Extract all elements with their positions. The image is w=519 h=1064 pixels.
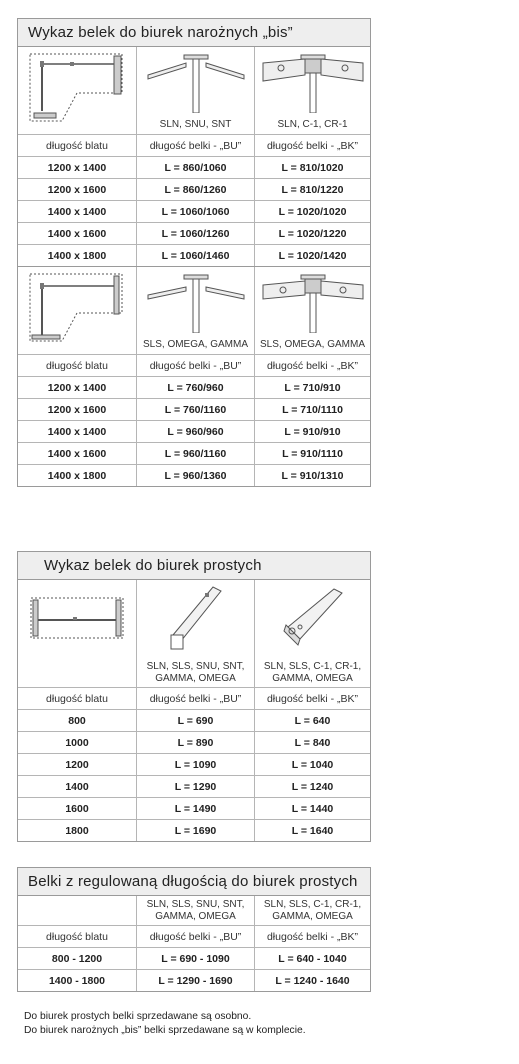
header-desk-length: długość blatu [46, 930, 108, 943]
cell: L = 710/1110 [254, 399, 370, 420]
bk-beam-cell [254, 47, 370, 134]
bu-label-line1: SLN, SLS, SNU, SNT, [146, 898, 245, 910]
cell: L = 1240 [254, 776, 370, 797]
header-desk-length: długość blatu [46, 359, 108, 372]
cell: L = 910/1110 [254, 443, 370, 464]
bk-beam-label [254, 896, 370, 925]
cell: 1400 x 1600 [47, 447, 107, 460]
cell: L = 960/1360 [136, 465, 254, 486]
cell: 1600 [65, 802, 89, 815]
cell: L = 640 [254, 710, 370, 731]
table-row [18, 969, 370, 991]
cell: 1400 x 1600 [47, 227, 107, 240]
table-row [18, 797, 370, 819]
table-title: Belki z regulowaną długością do biurek prostych [18, 868, 370, 896]
adjustable-beam-table [17, 867, 371, 992]
cell: L = 710/910 [254, 377, 370, 398]
empty-cell [18, 896, 136, 925]
cell: L = 910/1310 [254, 465, 370, 486]
bk-beam-cell [254, 580, 370, 658]
bu-beam-icon [146, 53, 246, 113]
cell: L = 1040 [254, 754, 370, 775]
header-bk-length: długość belki - „BK” [254, 926, 370, 947]
header-bu-length: długość belki - „BU” [136, 135, 254, 156]
cell: L = 1020/1420 [254, 245, 370, 266]
cell: L = 690 [136, 710, 254, 731]
cell: L = 1240 - 1640 [254, 970, 370, 991]
cell: L = 890 [136, 732, 254, 753]
empty-cell [18, 658, 136, 687]
straight-desk-icon [27, 594, 127, 644]
cell: 1400 x 1800 [47, 249, 107, 262]
header-bk-length: długość belki - „BK” [254, 688, 370, 709]
header-desk-length: długość blatu [46, 139, 108, 152]
cell: L = 1490 [136, 798, 254, 819]
table-row [18, 200, 370, 222]
cell: L = 1690 [136, 820, 254, 841]
header-row [18, 687, 370, 709]
bu-beam-cell [136, 580, 254, 658]
cell: 1400 x 1400 [47, 205, 107, 218]
bu-beam-icon [146, 273, 246, 333]
cell: L = 910/910 [254, 421, 370, 442]
bu-beam-label: SLN, SNU, SNT [159, 119, 232, 130]
cell: 1400 - 1800 [48, 974, 106, 987]
cell: L = 1020/1020 [254, 201, 370, 222]
cell: 1400 [65, 780, 89, 793]
bk-beam-icon [261, 273, 365, 333]
cell: L = 1060/1060 [136, 201, 254, 222]
corner-desk-diagram [18, 267, 136, 354]
label-row [18, 896, 370, 925]
cell: L = 1290 [136, 776, 254, 797]
corner-desk-diagram [18, 47, 136, 134]
cell: L = 810/1220 [254, 179, 370, 200]
cell: 1000 [65, 736, 89, 749]
bk-beam-label: SLN, C-1, CR-1 [277, 119, 348, 130]
corner-desk-beam-table [17, 18, 371, 487]
bk-beam-cell [254, 267, 370, 354]
bu-label-line1: SLN, SLS, SNU, SNT, [146, 660, 245, 672]
footnote-straight: Do biurek prostych belki sprzedawane są osobno. [24, 1011, 252, 1022]
header-row [18, 354, 370, 376]
cell: 1200 x 1600 [47, 403, 107, 416]
cell: L = 1290 - 1690 [136, 970, 254, 991]
cell: 800 [68, 714, 86, 727]
cell: L = 1090 [136, 754, 254, 775]
cell: L = 1020/1220 [254, 223, 370, 244]
cell: 1200 [65, 758, 89, 771]
bk-label-line1: SLN, SLS, C-1, CR-1, [263, 898, 362, 910]
bu-beam-cell [136, 47, 254, 134]
label-row [18, 658, 370, 687]
table-row [18, 420, 370, 442]
cell: L = 1060/1460 [136, 245, 254, 266]
table-row [18, 398, 370, 420]
cell: L = 760/960 [136, 377, 254, 398]
table-row [18, 731, 370, 753]
cell: 1200 x 1400 [47, 381, 107, 394]
cell: 1800 [65, 824, 89, 837]
image-row [18, 580, 370, 658]
cell: 800 - 1200 [51, 952, 103, 965]
cell: 1200 x 1400 [47, 161, 107, 174]
cell: L = 690 - 1090 [136, 948, 254, 969]
cell: L = 810/1020 [254, 157, 370, 178]
bu-beam-label [136, 896, 254, 925]
header-bu-length: długość belki - „BU” [136, 926, 254, 947]
image-row [18, 47, 370, 134]
table-row [18, 178, 370, 200]
cell: L = 960/1160 [136, 443, 254, 464]
cell: 1200 x 1600 [47, 183, 107, 196]
table-title: Wykaz belek do biurek narożnych „bis” [18, 19, 370, 47]
header-desk-length: długość blatu [46, 692, 108, 705]
table-row [18, 376, 370, 398]
bu-beam-label: SLS, OMEGA, GAMMA [142, 339, 249, 350]
table-row [18, 753, 370, 775]
cell: L = 860/1060 [136, 157, 254, 178]
cell: L = 1440 [254, 798, 370, 819]
table-row [18, 156, 370, 178]
table-row [18, 464, 370, 486]
cell: L = 640 - 1040 [254, 948, 370, 969]
table-row [18, 244, 370, 266]
bk-beam-label: SLS, OMEGA, GAMMA [259, 339, 366, 350]
cell: L = 1060/1260 [136, 223, 254, 244]
header-row [18, 925, 370, 947]
table-row [18, 709, 370, 731]
straight-desk-beam-table [17, 551, 371, 842]
cell: 1400 x 1800 [47, 469, 107, 482]
bk-beam-label [254, 658, 370, 687]
image-row [18, 266, 370, 354]
bu-label-line2: GAMMA, OMEGA [155, 910, 236, 922]
header-bu-length: długość belki - „BU” [136, 355, 254, 376]
bu-beam-profile-icon [161, 583, 231, 655]
bk-label-line2: GAMMA, OMEGA [272, 910, 353, 922]
bk-beam-profile-icon [278, 583, 348, 655]
bk-label-line1: SLN, SLS, C-1, CR-1, [263, 660, 362, 672]
table-row [18, 819, 370, 841]
table-row [18, 947, 370, 969]
header-bk-length: długość belki - „BK” [254, 135, 370, 156]
header-row [18, 134, 370, 156]
bk-label-line2: GAMMA, OMEGA [272, 672, 353, 684]
cell: L = 860/1260 [136, 179, 254, 200]
table-row [18, 775, 370, 797]
cell: L = 960/960 [136, 421, 254, 442]
cell: L = 760/1160 [136, 399, 254, 420]
header-bk-length: długość belki - „BK” [254, 355, 370, 376]
straight-desk-diagram [18, 580, 136, 658]
footnote-corner: Do biurek narożnych „bis” belki sprzedawane są w komplecie. [24, 1025, 306, 1036]
bu-label-line2: GAMMA, OMEGA [155, 672, 236, 684]
cell: L = 1640 [254, 820, 370, 841]
cell: 1400 x 1400 [47, 425, 107, 438]
bk-beam-icon [261, 53, 365, 113]
bu-beam-label [136, 658, 254, 687]
corner-desk-icon [22, 271, 132, 351]
table-title: Wykaz belek do biurek prostych [18, 552, 370, 580]
corner-desk-icon [22, 51, 132, 131]
bu-beam-cell [136, 267, 254, 354]
table-row [18, 222, 370, 244]
cell: L = 840 [254, 732, 370, 753]
header-bu-length: długość belki - „BU” [136, 688, 254, 709]
table-row [18, 442, 370, 464]
